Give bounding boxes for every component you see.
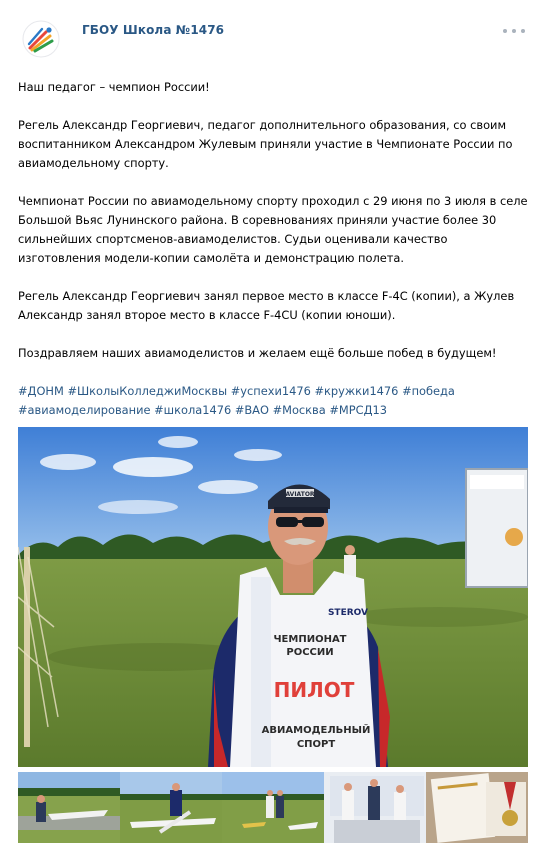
hashtags-line: [18, 382, 533, 401]
post-paragraph: Поздравляем наших авиамоделистов и желаем ещё больше побед в будущем!: [18, 346, 497, 360]
post-text: [18, 78, 533, 420]
hashtag-link[interactable]: #авиамоделирование: [18, 403, 151, 417]
hashtags-line: [18, 401, 533, 420]
hashtag-link[interactable]: #победа: [402, 384, 455, 398]
dot: [503, 29, 507, 33]
photo-thumbnail[interactable]: [426, 772, 528, 843]
main-photo[interactable]: [18, 427, 528, 767]
hashtag-link[interactable]: #ВАО: [234, 403, 269, 417]
photo-thumbnail[interactable]: [18, 772, 120, 843]
hashtag-link[interactable]: #МРСД13: [329, 403, 387, 417]
hashtag-link[interactable]: #Москва: [272, 403, 326, 417]
vest-title-2: РОССИИ: [286, 647, 334, 658]
post-paragraph: Регель Александр Георгиевич занял первое место в классе F-4C (копии), а Жулев Александр занял второе место в классе F-4CU (копии юноши).: [18, 289, 515, 322]
photo-award-podium: [324, 772, 426, 843]
photo-two-pilots-field: [222, 772, 324, 843]
hashtag-link[interactable]: #школа1476: [154, 403, 232, 417]
hashtag-link[interactable]: #кружки1476: [314, 384, 399, 398]
photo-pilot-champion: [18, 427, 528, 767]
vest-sport-2: СПОРТ: [296, 739, 336, 750]
photo-thumbnail[interactable]: [120, 772, 222, 843]
dot: [512, 29, 516, 33]
photo-pilot-with-plane: [120, 772, 222, 843]
hashtag-link[interactable]: #ДОНМ: [18, 384, 64, 398]
photo-thumbnail[interactable]: [324, 772, 426, 843]
author-name-link[interactable]: ГБОУ Школа №1476: [82, 23, 225, 37]
vest-sport-1: АВИАМОДЕЛЬНЫЙ: [261, 725, 371, 736]
school-logo-icon: [22, 20, 60, 58]
post-paragraph: Чемпионат России по авиамодельному спорту проходил с 29 июня по 3 июля в селе Большой Вьяс Лунинского района. В соревнованиях приняли участие более 30 сильнейших спортсменов-авиамоделистов. Судьи оценивали качество изготовления модели-копии самолёта и демонстрацию полета.: [18, 194, 528, 265]
post-header: [18, 14, 527, 62]
photo-thumbnail[interactable]: [222, 772, 324, 843]
photo-model-plane-ground: [18, 772, 120, 843]
cap-text: AVIATOR: [285, 491, 315, 498]
post-paragraph: Регель Александр Георгиевич, педагог дополнительного образования, со своим воспитанником Александром Жулевым приняли участие в Чемпионате России по авиамодельному спорту.: [18, 118, 513, 170]
author-avatar[interactable]: [22, 20, 60, 58]
photo-thumbnails: [18, 772, 528, 843]
vest-role: ПИЛОТ: [273, 678, 355, 702]
hashtag-link[interactable]: #успехи1476: [230, 384, 311, 398]
post-paragraph: Наш педагог – чемпион России!: [18, 80, 210, 94]
vest-brand: STEROV: [327, 608, 369, 618]
more-dots-icon[interactable]: [503, 24, 525, 38]
hashtag-link[interactable]: #ШколыКолледжиМосквы: [67, 384, 228, 398]
vest-title-1: ЧЕМПИОНАТ: [273, 634, 347, 645]
dot: [521, 29, 525, 33]
photo-diploma-medal: [426, 772, 528, 843]
